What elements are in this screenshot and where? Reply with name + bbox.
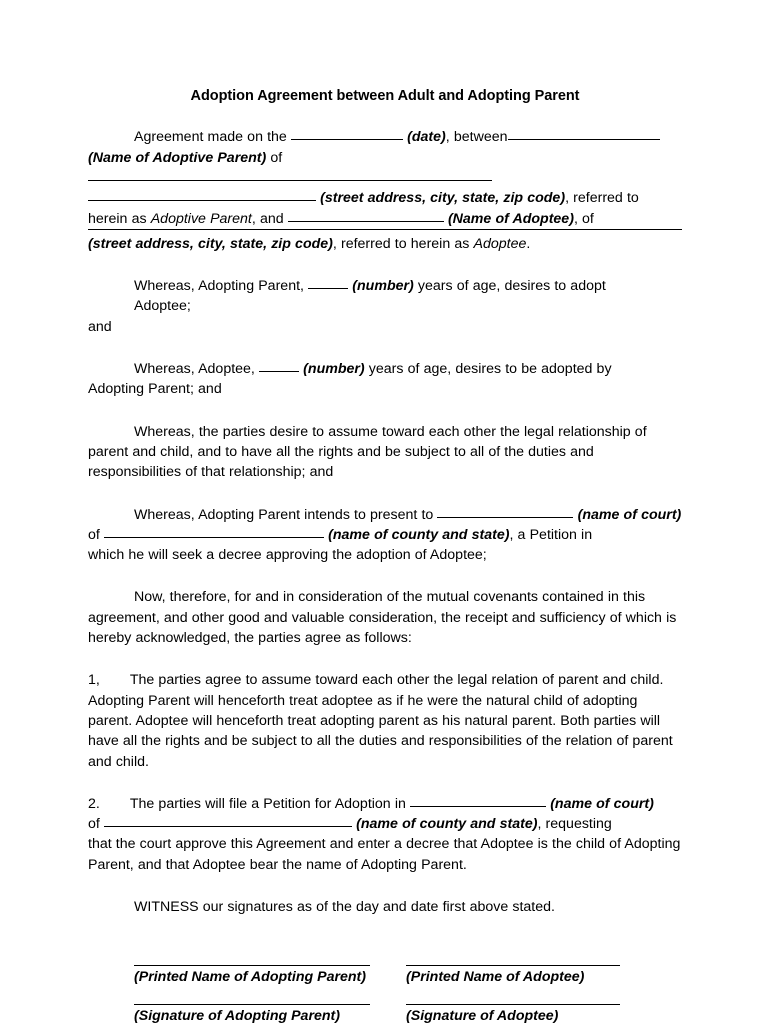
county-state-blank-field-2[interactable] (104, 814, 352, 827)
intro-of-text-2: , of (573, 210, 594, 227)
recital-adoptee-age (88, 359, 682, 400)
recital-1-and-line: and (88, 318, 112, 335)
recital-2-tail-text: years of age, desires to be adopted by (364, 361, 612, 378)
printed-name-adopting-parent-label: (Printed Name of Adopting Parent) (134, 969, 366, 986)
recital-1-tail-text: years of age, desires to adopt (413, 278, 606, 295)
clause-1-text: The parties agree to assume toward each other the legal relation of parent and child. Adopting Parent will henceforth treat adoptee as if he were the natural child of adopting parent. Adoptee will henceforth treat adopting parent as his natural parent. Both parties will have all the rights and be subject to all the duties and responsibilities of the relation of parent and child. (88, 672, 673, 770)
clause-1-number: 1, (88, 672, 100, 689)
recital-2-continuation: Adopting Parent; and (88, 381, 222, 398)
name-of-county-state-label-1: (name of county and state) (328, 526, 510, 543)
adoptee-address-blank-field[interactable] (88, 229, 682, 230)
signature-spacer-right (406, 987, 636, 1004)
page-title: Adoption Agreement between Adult and Adopting Parent (190, 88, 580, 104)
recital-4-tail-text: , a Petition in (509, 526, 593, 543)
intro-paragraph-continued (88, 234, 682, 254)
printed-name-adoptee-label: (Printed Name of Adoptee) (406, 969, 585, 986)
signature-block (88, 965, 682, 1026)
name-of-adoptee-label: (Name of Adoptee) (447, 210, 574, 227)
recital-1-indented-lines (88, 276, 682, 317)
clause-2 (88, 794, 682, 875)
witness-text: WITNESS our signatures as of the day and date first above stated. (134, 899, 555, 915)
signature-spacer-left (134, 987, 406, 1004)
recital-1-lead-text: Whereas, Adopting Parent, (134, 278, 309, 295)
recital-1-adoptee-line: Adoptee; (134, 298, 191, 315)
court-name-blank-field-1[interactable] (437, 505, 573, 518)
printed-name-adopting-parent-line[interactable] (134, 965, 370, 966)
intro-paragraph (88, 127, 682, 228)
adoptive-parent-italic-term: Adoptive Parent (150, 210, 252, 227)
number-label-2: (number) (303, 361, 365, 378)
intro-and-text-1: , and (251, 210, 288, 227)
adoptee-italic-term: Adoptee (473, 235, 527, 252)
adoptee-age-blank-field[interactable] (259, 359, 299, 372)
now-therefore-paragraph (88, 587, 682, 648)
adopting-parent-age-blank-field[interactable] (308, 276, 348, 289)
signature-adoptee-line[interactable] (406, 1004, 620, 1005)
intro-between-text: , between (445, 129, 508, 146)
intro-referred-to-text-1: , referred to (565, 190, 639, 207)
signature-adopting-parent-line[interactable] (134, 1004, 370, 1005)
signature-column-adopting-parent (88, 965, 406, 1026)
now-therefore-text: Now, therefore, for and in consideration of the mutual covenants contained in this agreement, and other good and valuable consideration, the receipt and sufficiency of which is hereby acknowledged, the parties agree as follows: (88, 589, 677, 647)
clause-1 (88, 670, 682, 771)
clause-2-number: 2. (88, 795, 100, 812)
name-of-court-label-1: (name of court) (577, 506, 682, 523)
intro-period: . (526, 235, 531, 252)
intro-referred-to-text-2: , referred to herein as (332, 235, 474, 252)
name-of-county-state-label-2: (name of county and state) (356, 816, 538, 833)
recital-4-continuation: which he will seek a decree approving the adoption of Adoptee; (88, 547, 487, 564)
adoptive-parent-address-blank-field[interactable] (88, 168, 492, 181)
adoptee-name-blank-field[interactable] (288, 209, 444, 222)
recital-2-lead-text: Whereas, Adoptee, (134, 361, 260, 378)
recital-4-lead-text: Whereas, Adopting Parent intends to present to (134, 506, 438, 523)
recital-3-text: Whereas, the parties desire to assume toward each other the legal relationship of parent and child, and to have all the rights and be subject to all of the duties and responsibilities of that relationship; and (88, 423, 647, 481)
clause-2-of-text: of (88, 816, 104, 833)
intro-herein-as-text-1: herein as (88, 210, 151, 227)
printed-name-adoptee-line[interactable] (406, 965, 620, 966)
street-address-label-2: (street address, city, state, zip code) (88, 235, 333, 252)
recital-adopting-parent-age (88, 276, 682, 337)
number-label-1: (number) (352, 278, 414, 295)
county-state-blank-field-1[interactable] (104, 525, 324, 538)
intro-of-text-1: of (266, 149, 283, 166)
recital-petition-intent (88, 505, 682, 566)
street-address-label-1: (street address, city, state, zip code) (320, 190, 566, 207)
clause-2-tail-b: that the court approve this Agreement and enter a decree that Adoptee is the child of Adopting Parent, and that Adoptee bear the name of Adopting Parent. (88, 836, 681, 873)
intro-lead-text: Agreement made on the (134, 129, 287, 146)
name-of-court-label-2: (name of court) (550, 795, 654, 812)
court-name-blank-field-2[interactable] (410, 794, 546, 807)
recital-4-of-text: of (88, 526, 104, 543)
clause-2-lead-text: The parties will file a Petition for Adoption in (129, 795, 411, 812)
date-blank-field[interactable] (291, 127, 403, 140)
adoptive-parent-address-blank-field-2[interactable] (88, 188, 316, 201)
name-of-adoptive-parent-label: (Name of Adoptive Parent) (88, 149, 267, 166)
signature-adopting-parent-label: (Signature of Adopting Parent) (134, 1008, 340, 1025)
witness-paragraph (88, 897, 682, 917)
recital-legal-relationship (88, 422, 682, 483)
date-label: (date) (407, 129, 446, 146)
signature-adoptee-label: (Signature of Adoptee) (406, 1008, 559, 1025)
adoptive-parent-name-blank-field[interactable] (508, 127, 660, 140)
clause-2-tail-a: , requesting (537, 816, 612, 833)
signature-column-adoptee (406, 965, 636, 1026)
